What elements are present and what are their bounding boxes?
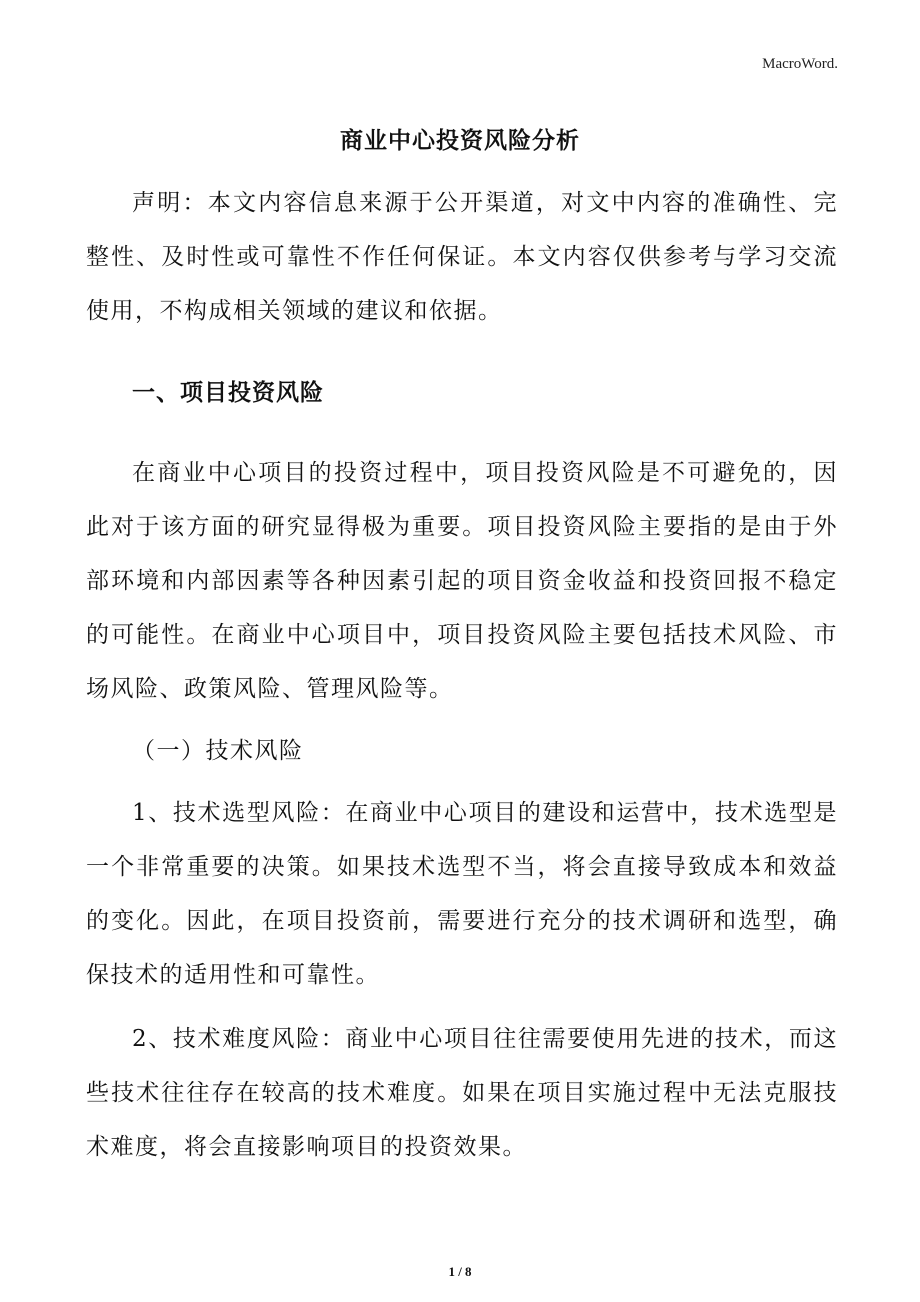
document-body	[86, 176, 838, 1174]
list-item-technology-selection-risk: 1、技术选型风险：在商业中心项目的建设和运营中，技术选型是一个非常重要的决策。如果技术选型不当，将会直接导致成本和效益的变化。因此，在项目投资前，需要进行充分的技术调研和选型，确保技术的适用性和可靠性。	[86, 800, 838, 988]
subsection-heading-technical-risk: （一）技术风险	[132, 738, 304, 764]
section-intro-paragraph: 在商业中心项目的投资过程中，项目投资风险是不可避免的，因此对于该方面的研究显得极为重要。项目投资风险主要指的是由于外部环境和内部因素等各种因素引起的项目资金收益和投资回报不稳定的可能性。在商业中心项目中，项目投资风险主要包括技术风险、市场风险、政策风险、管理风险等。	[86, 460, 838, 702]
list-item-technical-difficulty-risk: 2、技术难度风险：商业中心项目往往需要使用先进的技术，而这些技术往往存在较高的技术难度。如果在项目实施过程中无法克服技术难度，将会直接影响项目的投资效果。	[86, 1026, 838, 1160]
page-number: 1 / 8	[448, 1264, 472, 1279]
document-title: 商业中心投资风险分析	[340, 128, 580, 154]
header-brand: MacroWord.	[762, 56, 838, 72]
disclaimer-paragraph: 声明：本文内容信息来源于公开渠道，对文中内容的准确性、完整性、及时性或可靠性不作任何保证。本文内容仅供参考与学习交流使用，不构成相关领域的建议和依据。	[86, 190, 838, 324]
section-heading-project-investment-risk: 一、项目投资风险	[132, 380, 324, 406]
